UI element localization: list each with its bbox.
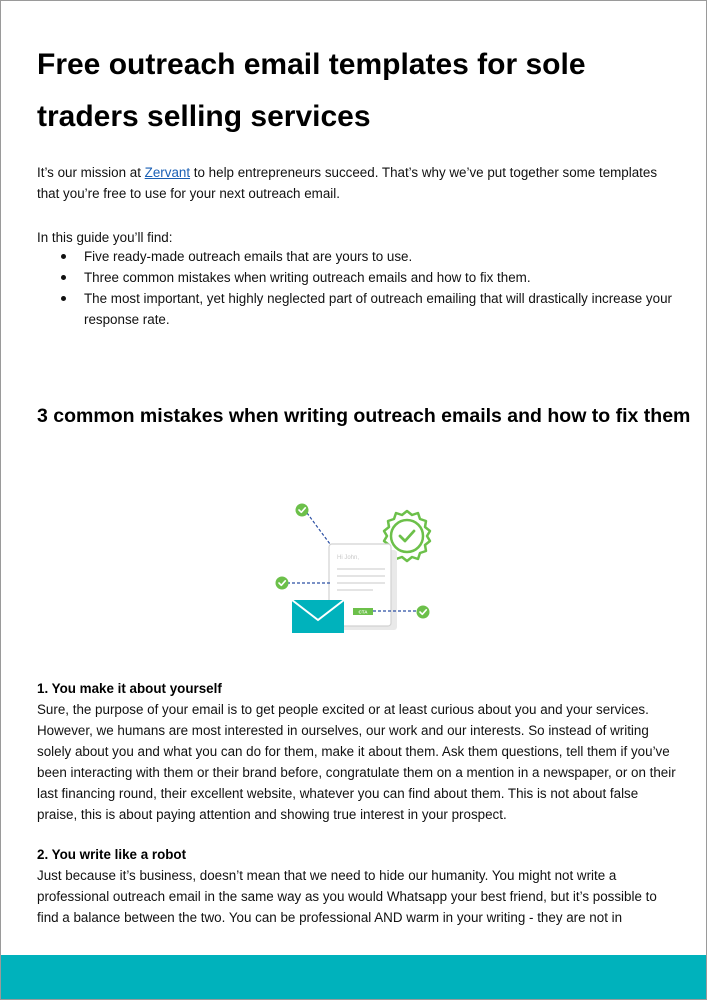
mistake-2-body: Just because it’s business, doesn’t mean that we need to hide our humanity. You might not write a professional outreach email in the same way as you would Whatsapp your best friend, but it’s possible to find a balance between the two. You can be professional AND warm in your writing - they are not in (37, 868, 657, 925)
mistake-1-heading: 1. You make it about yourself (37, 681, 222, 696)
intro-paragraph (37, 162, 677, 204)
list-item (61, 246, 681, 267)
guide-label: In this guide you’ll find: (37, 230, 173, 245)
cta-label: CTA (358, 609, 368, 615)
bullet-icon (61, 296, 66, 301)
bullet-text: Three common mistakes when writing outreach emails and how to fix them. (84, 270, 531, 285)
bullet-icon (61, 275, 66, 280)
greeting-text: Hi John, (337, 555, 360, 561)
check-circle-icon (417, 606, 430, 619)
zervant-link[interactable]: Zervant (144, 165, 191, 180)
list-item (61, 267, 681, 288)
section-heading: 3 common mistakes when writing outreach emails and how to fix them (37, 405, 691, 427)
footer-bar (1, 955, 706, 999)
mistake-1-body: Sure, the purpose of your email is to get people excited or at least curious about you and your services. However, we humans are most interested in ourselves, our work and our interests. So instead of writing solely about you and what you can do for them, make it about them. Ask them questions, tell them if you’ve been interacting with them or their brand before, congratulate them on a mention in a newspaper, or on their last financing round, their excellent website, whatever you can find about them. This is not about false praise, this is about paying attention and showing true interest in your prospect. (37, 702, 676, 822)
page-title: Free outreach email templates for sole traders selling services (37, 48, 586, 133)
connector-line (307, 513, 330, 544)
guide-bullet-list (61, 246, 681, 330)
email-illustration (269, 498, 444, 638)
intro-text-after: to help entrepreneurs succeed. That’s why we’ve put together some templates that you’re free to use for your next outreach email. (37, 165, 658, 201)
list-item (61, 288, 681, 330)
mistake-2-heading: 2. You write like a robot (37, 847, 187, 862)
check-circle-icon (296, 504, 309, 517)
bullet-text: Five ready-made outreach emails that are yours to use. (84, 249, 413, 264)
intro-text-before: It’s our mission at (37, 165, 145, 180)
bullet-icon (61, 254, 66, 259)
envelope-icon (292, 600, 344, 633)
check-circle-icon (276, 577, 289, 590)
bullet-text: The most important, yet highly neglected part of outreach emailing that will drastically increase your response rate. (84, 291, 672, 327)
